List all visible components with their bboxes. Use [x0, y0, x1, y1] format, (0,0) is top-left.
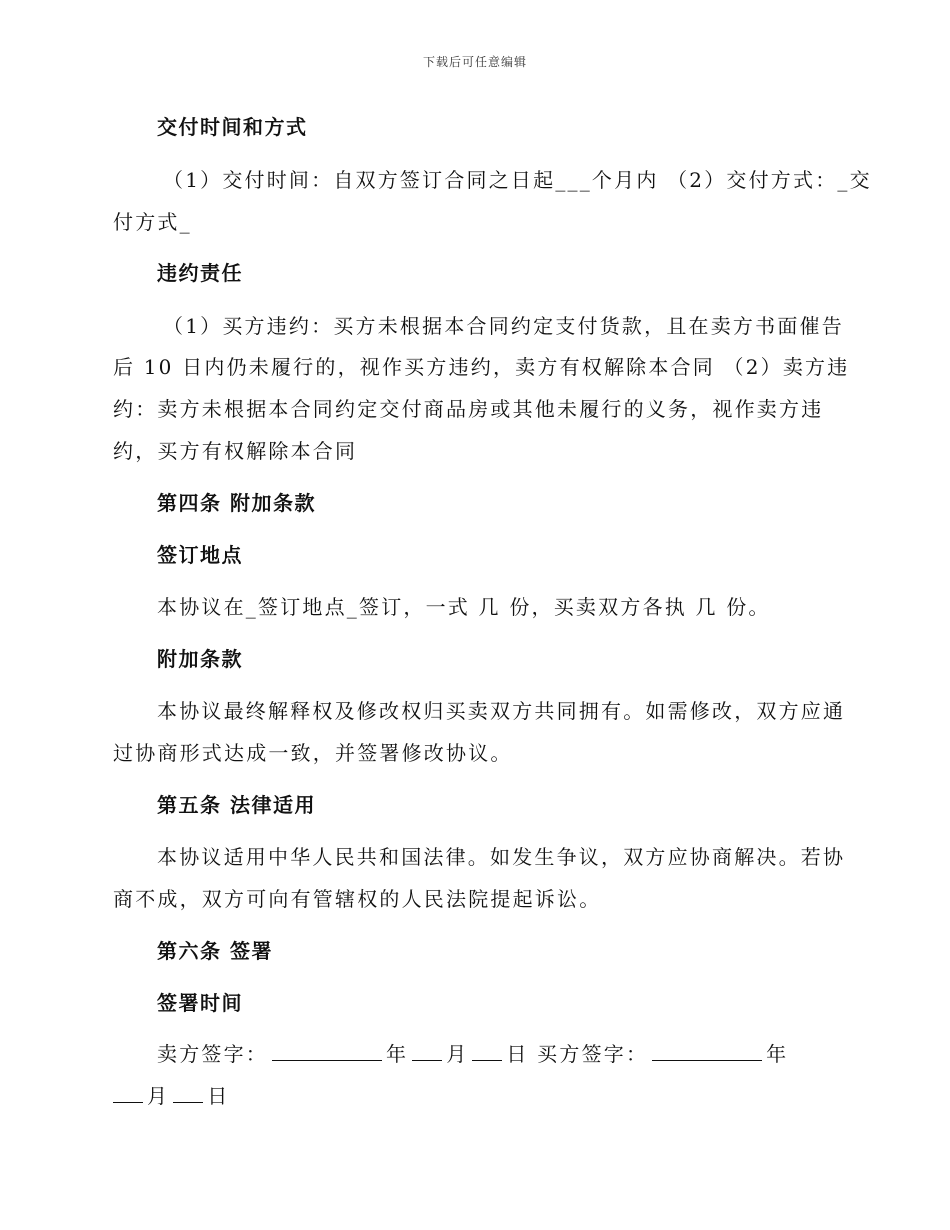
buyer-month-field[interactable]: [113, 1082, 143, 1103]
page-header-note: 下载后可任意编辑: [422, 55, 527, 69]
seller-month-field[interactable]: [412, 1040, 442, 1061]
heading-additional-terms: 附加条款: [157, 647, 243, 671]
delivery-text-line-1: （1）交付时间：自双方签订合同之日起___个月内 （2）交付方式：_交: [163, 168, 872, 192]
signature-line-1: [157, 1040, 887, 1068]
additional-text-line-1: 本协议最终解释权及修改权归买卖双方共同拥有。如需修改，双方应通: [157, 699, 846, 723]
delivery-text-line-2: 付方式_: [113, 210, 192, 234]
seller-signature-label: 卖方签字：: [157, 1042, 268, 1066]
additional-text-line-2: 过协商形式达成一致，并签署修改协议。: [113, 741, 513, 765]
buyer-signature-field[interactable]: [652, 1040, 762, 1061]
heading-sign-place: 签订地点: [157, 543, 243, 567]
breach-text-line-4: 约，买方有权解除本合同: [113, 439, 358, 463]
buyer-day-label: 日: [207, 1084, 230, 1108]
seller-month-label: 月: [446, 1042, 469, 1066]
heading-delivery: 交付时间和方式: [157, 115, 308, 139]
heading-breach: 违约责任: [157, 261, 243, 285]
seller-signature-field[interactable]: [272, 1040, 382, 1061]
signature-line-2: [113, 1082, 843, 1110]
article-5-text-line-1: 本协议适用中华人民共和国法律。如发生争议，双方应协商解决。若协: [157, 845, 846, 869]
heading-sign-time: 签署时间: [157, 991, 243, 1015]
seller-day-label: 日: [506, 1042, 529, 1066]
breach-text-line-1: （1）买方违约：买方未根据本合同约定支付货款，且在卖方书面催告: [163, 314, 844, 338]
seller-day-field[interactable]: [472, 1040, 502, 1061]
article-5-text-line-2: 商不成，双方可向有管辖权的人民法院提起诉讼。: [113, 887, 602, 911]
buyer-day-field[interactable]: [173, 1082, 203, 1103]
heading-article-5: 第五条 法律适用: [157, 793, 316, 817]
sign-place-text: 本协议在_签订地点_签订，一式 几 份，买卖双方各执 几 份。: [157, 595, 771, 619]
seller-year-label: 年: [386, 1042, 409, 1066]
heading-article-6: 第六条 签署: [157, 939, 273, 963]
breach-text-line-3: 约：卖方未根据本合同约定交付商品房或其他未履行的义务，视作卖方违: [113, 397, 824, 421]
buyer-month-label: 月: [147, 1084, 170, 1108]
heading-article-4: 第四条 附加条款: [157, 491, 316, 515]
buyer-year-label: 年: [766, 1042, 789, 1066]
buyer-signature-label: 买方签字：: [537, 1042, 649, 1066]
breach-text-line-2: 后 10 日内仍未履行的，视作买方违约，卖方有权解除本合同 （2）卖方违: [113, 355, 850, 379]
